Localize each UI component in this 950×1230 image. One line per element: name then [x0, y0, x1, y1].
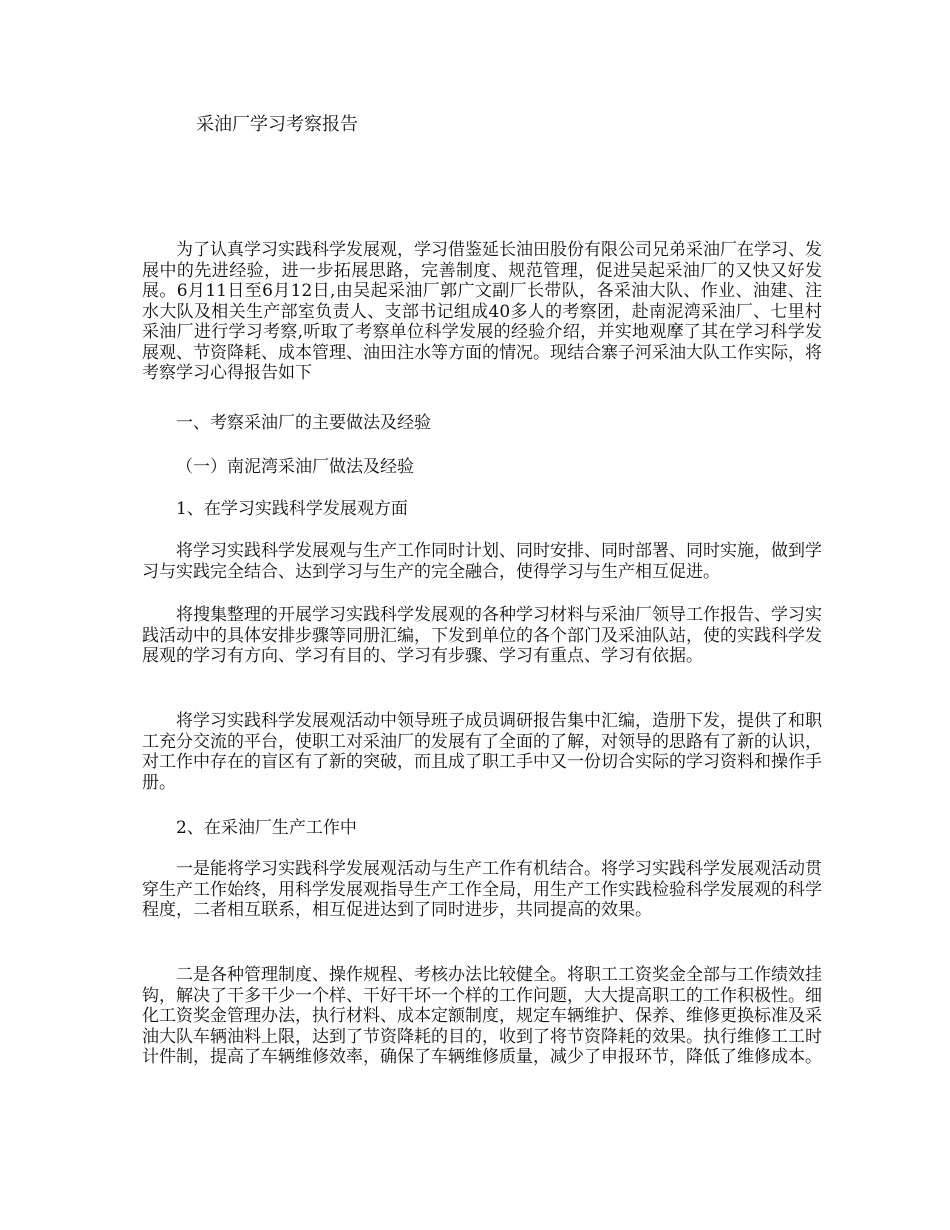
paragraph-5: 二是各种管理制度、操作规程、考核办法比较健全。将职工工资奖金全部与工作绩效挂钩，解决了干多干少一个样、干好干坏一个样的工作问题，大大提高职工的工作积极性。细化工资奖金管理办法，执行材料、成本定额制度，规定车辆维护、保养、维修更换标准及采油大队车辆油料上限，达到了节资降耗的目的，收到了将节资降耗的效果。执行维修工工时计件制，提高了车辆维修效率，确保了车辆维修质量，减少了申报环节，降低了维修成本。: [142, 965, 822, 1067]
paragraph-3: 将学习实践科学发展观活动中领导班子成员调研报告集中汇编，造册下发，提供了和职工充分交流的平台，使职工对采油厂的发展有了全面的了解，对领导的思路有了新的认识，对工作中存在的盲区有了新的突破，而且成了职工手中又一份切合实际的学习资料和操作手册。: [142, 711, 822, 793]
section-heading-1: 一、考察采油厂的主要做法及经验: [176, 413, 431, 433]
paragraph-1: 将学习实践科学发展观与生产工作同时计划、同时安排、同时部署、同时实施，做到学习与实践完全结合、达到学习与生产的完全融合，使得学习与生产相互促进。: [142, 541, 822, 582]
intro-paragraph: 为了认真学习实践科学发展观，学习借鉴延长油田股份有限公司兄弟采油厂在学习、发展中的先进经验，进一步拓展思路，完善制度、规范管理，促进吴起采油厂的又快又好发展。6月11日至6月12日,由吴起采油厂郭广文副厂长带队，各采油大队、作业、油建、注水大队及相关生产部室负责人、支部书记组成40多人的考察团，赴南泥湾采油厂、七里村采油厂进行学习考察,听取了考察单位科学发展的经验介绍，并实地观摩了其在学习科学发展观、节资降耗、成本管理、油田注水等方面的情况。现结合寨子河采油大队工作实际，将考察学习心得报告如下: [142, 240, 822, 383]
subsection-heading-1: （一）南泥湾采油厂做法及经验: [176, 457, 414, 477]
document-title: 采油厂学习考察报告: [196, 114, 358, 135]
paragraph-2: 将搜集整理的开展学习实践科学发展观的各种学习材料与采油厂领导工作报告、学习实践活动中的具体安排步骤等同册汇编，下发到单位的各个部门及采油队站，使的实践科学发展观的学习有方向、学习有目的、学习有步骤、学习有重点、学习有依据。: [142, 605, 822, 666]
paragraph-4: 一是能将学习实践科学发展观活动与生产工作有机结合。将学习实践科学发展观活动贯穿生产工作始终，用科学发展观指导生产工作全局，用生产工作实践检验科学发展观的科学程度，二者相互联系，相互促进达到了同时进步，共同提高的效果。: [142, 859, 822, 920]
item-heading-2: 2、在采油厂生产工作中: [176, 818, 357, 838]
item-heading-1: 1、在学习实践科学发展观方面: [176, 499, 408, 519]
